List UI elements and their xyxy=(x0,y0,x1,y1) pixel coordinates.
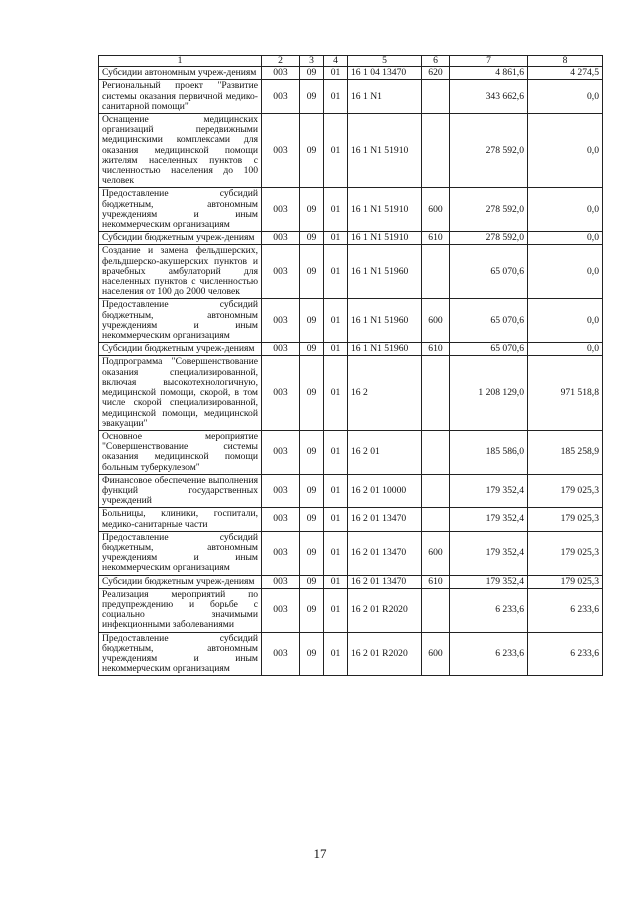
row-ministry-code: 003 xyxy=(262,232,300,245)
row-name: Больницы, клиники, госпитали, медико-санитарные части xyxy=(99,508,262,531)
row-ministry-code: 003 xyxy=(262,80,300,114)
row-name: Предоставление субсидий бюджетным, автономным учреждениям и иным некоммерческим организациям xyxy=(99,188,262,232)
table-row xyxy=(99,430,603,474)
table-row xyxy=(99,232,603,245)
row-subsection: 01 xyxy=(324,245,348,299)
header-col-5: 5 xyxy=(348,56,422,67)
row-expense-type: 610 xyxy=(422,575,450,588)
budget-table xyxy=(98,55,603,676)
row-subsection: 01 xyxy=(324,188,348,232)
row-target-code: 16 1 N1 51960 xyxy=(348,299,422,343)
row-subsection: 01 xyxy=(324,531,348,575)
row-amount-2: 0,0 xyxy=(528,343,603,356)
header-col-3: 3 xyxy=(300,56,324,67)
page-number: 17 xyxy=(313,846,327,861)
row-expense-type xyxy=(422,356,450,430)
row-section: 09 xyxy=(300,531,324,575)
row-ministry-code: 003 xyxy=(262,245,300,299)
row-ministry-code: 003 xyxy=(262,188,300,232)
row-subsection: 01 xyxy=(324,343,348,356)
table-row xyxy=(99,588,603,632)
header-col-2: 2 xyxy=(262,56,300,67)
row-target-code: 16 1 N1 51910 xyxy=(348,114,422,188)
row-target-code: 16 2 01 13470 xyxy=(348,575,422,588)
row-amount-1: 278 592,0 xyxy=(450,114,528,188)
table-row xyxy=(99,508,603,531)
row-amount-1: 278 592,0 xyxy=(450,188,528,232)
row-section: 09 xyxy=(300,245,324,299)
table-row xyxy=(99,356,603,430)
header-col-1: 1 xyxy=(99,56,262,67)
row-subsection: 01 xyxy=(324,575,348,588)
table-row xyxy=(99,114,603,188)
row-expense-type: 610 xyxy=(422,343,450,356)
table-row xyxy=(99,299,603,343)
row-expense-type: 600 xyxy=(422,531,450,575)
row-amount-1: 179 352,4 xyxy=(450,474,528,508)
row-name: Реализация мероприятий по предупреждению и борьбе с социально значимыми инфекционными заболеваниями xyxy=(99,588,262,632)
row-ministry-code: 003 xyxy=(262,356,300,430)
row-amount-2: 179 025,3 xyxy=(528,508,603,531)
row-subsection: 01 xyxy=(324,232,348,245)
header-col-8: 8 xyxy=(528,56,603,67)
row-target-code: 16 2 01 R2020 xyxy=(348,632,422,676)
row-name: Финансовое обеспечение выполнения функций государственных учреждений xyxy=(99,474,262,508)
row-section: 09 xyxy=(300,588,324,632)
row-amount-1: 4 861,6 xyxy=(450,67,528,80)
header-col-7: 7 xyxy=(450,56,528,67)
header-col-4: 4 xyxy=(324,56,348,67)
row-expense-type xyxy=(422,114,450,188)
row-subsection: 01 xyxy=(324,588,348,632)
table-row xyxy=(99,80,603,114)
row-subsection: 01 xyxy=(324,632,348,676)
row-name: Субсидии автономным учреж-дениям xyxy=(99,67,262,80)
table-row xyxy=(99,575,603,588)
row-name: Предоставление субсидий бюджетным, автономным учреждениям и иным некоммерческим организациям xyxy=(99,531,262,575)
row-amount-2: 6 233,6 xyxy=(528,632,603,676)
row-amount-1: 65 070,6 xyxy=(450,299,528,343)
row-section: 09 xyxy=(300,356,324,430)
row-amount-2: 0,0 xyxy=(528,114,603,188)
row-expense-type: 600 xyxy=(422,188,450,232)
row-expense-type: 600 xyxy=(422,632,450,676)
row-amount-2: 179 025,3 xyxy=(528,474,603,508)
row-section: 09 xyxy=(300,67,324,80)
row-amount-2: 6 233,6 xyxy=(528,588,603,632)
row-ministry-code: 003 xyxy=(262,588,300,632)
row-target-code: 16 2 01 R2020 xyxy=(348,588,422,632)
row-expense-type: 600 xyxy=(422,299,450,343)
row-target-code: 16 2 01 10000 xyxy=(348,474,422,508)
row-amount-1: 1 208 129,0 xyxy=(450,356,528,430)
row-expense-type: 610 xyxy=(422,232,450,245)
table-header-row xyxy=(99,56,603,67)
row-amount-2: 0,0 xyxy=(528,299,603,343)
row-amount-2: 0,0 xyxy=(528,80,603,114)
row-amount-1: 65 070,6 xyxy=(450,343,528,356)
row-ministry-code: 003 xyxy=(262,114,300,188)
row-target-code: 16 2 01 13470 xyxy=(348,508,422,531)
header-col-6: 6 xyxy=(422,56,450,67)
row-target-code: 16 1 N1 51910 xyxy=(348,188,422,232)
row-amount-2: 179 025,3 xyxy=(528,531,603,575)
row-expense-type xyxy=(422,588,450,632)
row-name: Субсидии бюджетным учреж-дениям xyxy=(99,232,262,245)
row-section: 09 xyxy=(300,114,324,188)
row-section: 09 xyxy=(300,575,324,588)
row-expense-type xyxy=(422,474,450,508)
table-row xyxy=(99,343,603,356)
row-amount-2: 4 274,5 xyxy=(528,67,603,80)
row-ministry-code: 003 xyxy=(262,575,300,588)
row-amount-1: 185 586,0 xyxy=(450,430,528,474)
row-ministry-code: 003 xyxy=(262,508,300,531)
row-amount-1: 179 352,4 xyxy=(450,508,528,531)
row-ministry-code: 003 xyxy=(262,531,300,575)
row-target-code: 16 1 N1 51960 xyxy=(348,343,422,356)
row-section: 09 xyxy=(300,343,324,356)
row-ministry-code: 003 xyxy=(262,430,300,474)
row-subsection: 01 xyxy=(324,474,348,508)
row-amount-2: 971 518,8 xyxy=(528,356,603,430)
row-amount-2: 0,0 xyxy=(528,188,603,232)
row-amount-1: 179 352,4 xyxy=(450,575,528,588)
row-amount-2: 179 025,3 xyxy=(528,575,603,588)
row-name: Основное мероприятие "Совершенствование системы оказания медицинской помощи больным туберкулезом" xyxy=(99,430,262,474)
row-name: Предоставление субсидий бюджетным, автономным учреждениям и иным некоммерческим организациям xyxy=(99,299,262,343)
row-amount-1: 343 662,6 xyxy=(450,80,528,114)
row-subsection: 01 xyxy=(324,80,348,114)
row-target-code: 16 2 xyxy=(348,356,422,430)
row-name: Региональный проект "Развитие системы оказания первичной медико-санитарной помощи" xyxy=(99,80,262,114)
row-name: Предоставление субсидий бюджетным, автономным учреждениям и иным некоммерческим организациям xyxy=(99,632,262,676)
row-amount-1: 179 352,4 xyxy=(450,531,528,575)
table-row xyxy=(99,474,603,508)
row-name: Создание и замена фельдшерских, фельдшерско-акушерских пунктов и врачебных амбулаторий для населенных пунктов с численностью населения от 100 до 2000 человек xyxy=(99,245,262,299)
row-section: 09 xyxy=(300,232,324,245)
row-ministry-code: 003 xyxy=(262,67,300,80)
table-row xyxy=(99,188,603,232)
row-target-code: 16 1 N1 xyxy=(348,80,422,114)
table-row xyxy=(99,632,603,676)
row-section: 09 xyxy=(300,430,324,474)
row-amount-2: 185 258,9 xyxy=(528,430,603,474)
row-amount-1: 6 233,6 xyxy=(450,632,528,676)
table-row xyxy=(99,531,603,575)
row-amount-1: 278 592,0 xyxy=(450,232,528,245)
row-name: Оснащение медицинских организаций передвижными медицинскими комплексами для оказания медицинской помощи жителям населенных пунктов с численностью населения до 100 человек xyxy=(99,114,262,188)
row-subsection: 01 xyxy=(324,430,348,474)
row-subsection: 01 xyxy=(324,67,348,80)
row-expense-type: 620 xyxy=(422,67,450,80)
row-target-code: 16 2 01 xyxy=(348,430,422,474)
row-ministry-code: 003 xyxy=(262,343,300,356)
row-section: 09 xyxy=(300,474,324,508)
row-section: 09 xyxy=(300,508,324,531)
table-row xyxy=(99,67,603,80)
row-target-code: 16 1 N1 51960 xyxy=(348,245,422,299)
row-expense-type xyxy=(422,430,450,474)
row-subsection: 01 xyxy=(324,356,348,430)
row-section: 09 xyxy=(300,299,324,343)
row-section: 09 xyxy=(300,632,324,676)
table-row xyxy=(99,245,603,299)
row-target-code: 16 1 N1 51910 xyxy=(348,232,422,245)
row-subsection: 01 xyxy=(324,114,348,188)
row-section: 09 xyxy=(300,80,324,114)
row-name: Подпрограмма "Совершенствование оказания специализированной, включая высокотехнологичную, медицинской помощи, скорой, в том числе скорой специализированной, медицинской помощи, медицинской эвакуации" xyxy=(99,356,262,430)
row-amount-2: 0,0 xyxy=(528,245,603,299)
row-amount-1: 65 070,6 xyxy=(450,245,528,299)
row-amount-2: 0,0 xyxy=(528,232,603,245)
row-ministry-code: 003 xyxy=(262,474,300,508)
row-target-code: 16 1 04 13470 xyxy=(348,67,422,80)
row-expense-type xyxy=(422,80,450,114)
row-expense-type xyxy=(422,245,450,299)
row-section: 09 xyxy=(300,188,324,232)
row-ministry-code: 003 xyxy=(262,632,300,676)
row-name: Субсидии бюджетным учреж-дениям xyxy=(99,343,262,356)
row-ministry-code: 003 xyxy=(262,299,300,343)
row-expense-type xyxy=(422,508,450,531)
row-name: Субсидии бюджетным учреж-дениям xyxy=(99,575,262,588)
row-subsection: 01 xyxy=(324,299,348,343)
row-amount-1: 6 233,6 xyxy=(450,588,528,632)
row-subsection: 01 xyxy=(324,508,348,531)
row-target-code: 16 2 01 13470 xyxy=(348,531,422,575)
